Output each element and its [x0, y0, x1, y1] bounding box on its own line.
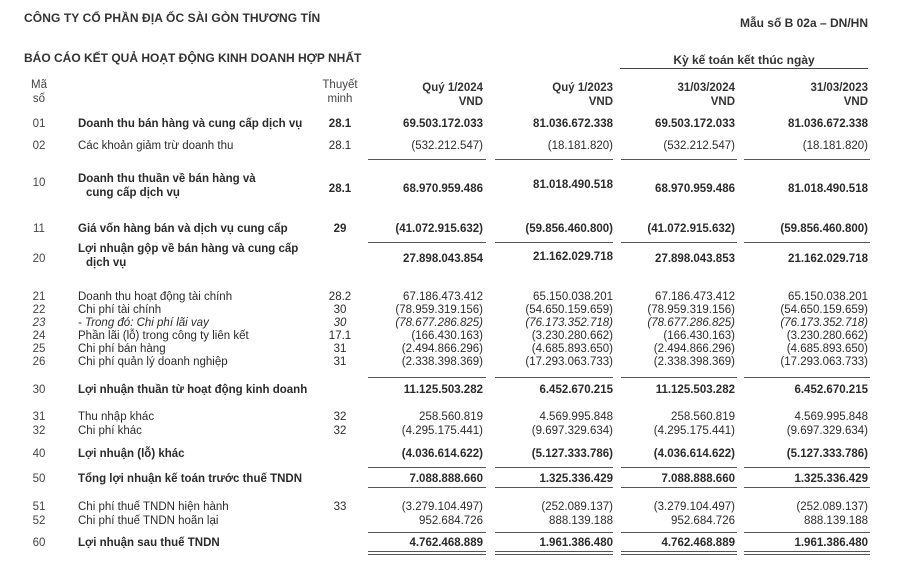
rule [495, 532, 613, 533]
rule [368, 532, 486, 533]
table-row: 32 Chi phí khác 32 (4.295.175.441) (9.697.329.634) (4.295.175.441) (9.697.329.634) [32, 425, 868, 437]
table-row: 40 Lợi nhuận (lỗ) khác (4.036.614.622) (5.127.333.786) (4.036.614.622) (5.127.333.786) [32, 448, 868, 460]
rule [368, 467, 486, 468]
rule [744, 467, 870, 468]
table-row: 11 Giá vốn hàng bán và dịch vụ cung cấp 29 (41.072.915.632) (59.856.460.800) (41.072.915.632) (59.856.460.800) [33, 223, 868, 235]
header-note: Thuyết minh [322, 79, 358, 105]
rule [744, 159, 870, 160]
period-group-header: Kỳ kế toán kết thúc ngày [620, 53, 868, 69]
table-row: 31 Thu nhập khác 32 258.560.819 4.569.995.848 258.560.819 4.569.995.848 [32, 411, 868, 423]
table-row: 01 Doanh thu bán hàng và cung cấp dịch vụ 28.1 69.503.172.033 81.036.672.338 69.503.172.033 81.036.672.338 [32, 118, 868, 130]
table-row: 22 Chi phí tài chính 30 (78.959.319.156) (54.650.159.659) (78.959.319.156) (54.650.159.659) [32, 304, 868, 316]
double-rule [368, 551, 486, 555]
table-row: 51 Chi phí thuế TNDN hiện hành 33 (3.279.104.497) (252.089.137) (3.279.104.497) (252.089.137) [32, 501, 868, 513]
table-row: 50 Tổng lợi nhuận kế toán trước thuế TNDN 7.088.888.660 1.325.336.429 7.088.888.660 1.325.336.429 [32, 473, 868, 485]
rule [368, 159, 486, 160]
header-31-03-2024: 31/03/2024 VND [677, 82, 735, 108]
rule [495, 242, 613, 243]
header-q1-2024: Quý 1/2024 VND [422, 82, 483, 108]
table-row: 20 Lợi nhuận gộp về bán hàng và cung cấp dịch vụ 27.898.043.854 21.162.029.718 27.898.043.853 21.162.029.718 [32, 243, 868, 269]
double-rule [621, 551, 737, 555]
table-row: 52 Chi phí thuế TNDN hoãn lại 952.684.726 888.139.188 952.684.726 888.139.188 [32, 515, 868, 527]
rule [621, 377, 737, 378]
table-row: 21 Doanh thu hoạt động tài chính 28.2 67.186.473.412 65.150.038.201 67.186.473.412 65.150.038.201 [32, 291, 868, 303]
company-name: CÔNG TY CỔ PHẦN ĐỊA ỐC SÀI GÒN THƯƠNG TÍN [24, 11, 321, 25]
rule [621, 159, 737, 160]
double-rule [744, 551, 870, 555]
rule [744, 377, 870, 378]
rule [744, 487, 870, 488]
table-row: 25 Chi phí bán hàng 31 (2.494.866.296) (4.685.893.650) (2.494.866.296) (4.685.893.650) [32, 343, 868, 355]
rule [621, 467, 737, 468]
table-row: 26 Chi phí quản lý doanh nghiệp 31 (2.338.398.369) (17.293.063.733) (2.338.398.369) (17.293.063.733) [32, 356, 868, 368]
header-code: Mã số [31, 79, 47, 105]
table-row: 30 Lợi nhuận thuần từ hoạt động kinh doanh 11.125.503.282 6.452.670.215 11.125.503.282 6.452.670.215 [32, 384, 868, 396]
rule [495, 487, 613, 488]
table-row: 23 - Trong đó: Chi phí lãi vay 30 (78.677.286.825) (76.173.352.718) (78.677.286.825) (76.173.352.718) [32, 317, 868, 329]
report-title: BÁO CÁO KẾT QUẢ HOẠT ĐỘNG KINH DOANH HỢP NHẤT [24, 51, 362, 65]
rule [621, 487, 737, 488]
rule [495, 467, 613, 468]
table-row: 02 Các khoản giảm trừ doanh thu 28.1 (532.212.547) (18.181.820) (532.212.547) (18.181.820) [32, 140, 868, 152]
rule [368, 487, 486, 488]
header-q1-2023: Quý 1/2023 VND [552, 82, 613, 108]
rule [621, 532, 737, 533]
rule [368, 242, 486, 243]
rule [744, 532, 870, 533]
rule [744, 242, 870, 243]
rule [495, 159, 613, 160]
table-row: 60 Lợi nhuận sau thuế TNDN 4.762.468.889 1.961.386.480 4.762.468.889 1.961.386.480 [32, 537, 868, 549]
double-rule [495, 551, 613, 555]
header-31-03-2023: 31/03/2023 VND [810, 82, 868, 108]
form-number: Mẫu số B 02a – DN/HN [739, 16, 868, 30]
rule [368, 377, 486, 378]
rule [495, 377, 613, 378]
table-row: 10 Doanh thu thuần về bán hàng và cung cấp dịch vụ 28.1 68.970.959.486 81.018.490.518 68.970.959.486 81.018.490.518 [32, 173, 868, 199]
table-row: 24 Phần lãi (lỗ) trong công ty liên kết 17.1 (166.430.163) (3.230.280.662) (166.430.163) (3.230.280.662) [32, 330, 868, 342]
rule [621, 242, 737, 243]
